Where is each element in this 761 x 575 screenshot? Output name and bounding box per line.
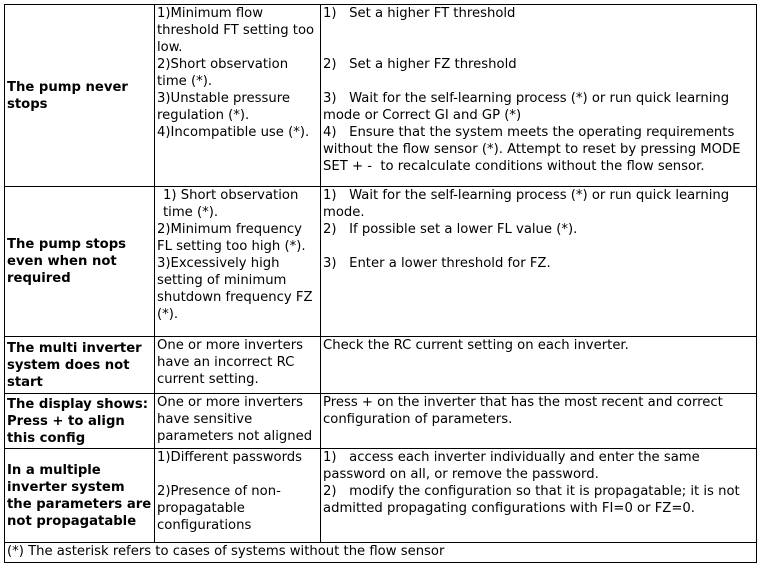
solution-item: 1) Set a higher FT threshold <box>323 6 516 21</box>
cause-item: 1)Minimum flow threshold FT setting too low. <box>157 6 319 55</box>
solution-cell <box>321 5 757 187</box>
solution-cell: Check the RC current setting on each inverter. <box>321 337 757 394</box>
table-row <box>5 394 757 449</box>
cause-item: 2)Presence of non-propagatable configurations <box>157 484 281 533</box>
cause-cell <box>155 187 321 337</box>
footnote: (*) The asterisk refers to cases of systems without the flow sensor <box>5 543 757 563</box>
table-row <box>5 449 757 543</box>
problem-cell: The pump stops even when not required <box>5 187 155 337</box>
table-row <box>5 5 757 187</box>
solution-item: 1) Wait for the self-learning process (*) or run quick learning mode. <box>323 188 734 220</box>
troubleshooting-table <box>4 4 757 563</box>
cause-cell <box>155 449 321 543</box>
solution-item: 3) Enter a lower threshold for FZ. <box>323 256 551 271</box>
solution-cell: Press + on the inverter that has the most recent and correct configuration of parameters. <box>321 394 757 449</box>
cause-item: 1) Short observation time (*). <box>163 188 303 220</box>
solution-item: 2) Set a higher FZ threshold <box>323 57 517 72</box>
solution-item: 4) Ensure that the system meets the operating requirements without the flow sensor (*). Attempt to reset by pressing MODE SET + - to recalculate conditions without the flow sensor. <box>323 125 745 174</box>
problem-cell: The pump never stops <box>5 5 155 187</box>
cause-cell: One or more inverters have an incorrect RC current setting. <box>155 337 321 394</box>
cause-item: 3)Unstable pressure regulation (*). <box>157 91 295 123</box>
problem-cell: The multi inverter system does not start <box>5 337 155 394</box>
table-row <box>5 187 757 337</box>
cause-item: 4)Incompatible use (*). <box>157 125 310 140</box>
problem-cell: The display shows: Press + to align this config <box>5 394 155 449</box>
cause-cell: One or more inverters have sensitive parameters not aligned <box>155 394 321 449</box>
solution-cell <box>321 187 757 337</box>
cause-item: 3)Excessively high setting of minimum shutdown frequency FZ (*). <box>157 256 317 322</box>
problem-cell: In a multiple inverter system the parameters are not propagatable <box>5 449 155 543</box>
solution-cell <box>321 449 757 543</box>
cause-cell <box>155 5 321 187</box>
footnote-row <box>5 543 757 563</box>
solution-item: 1) access each inverter individually and enter the same password on all, or remove the password. <box>323 450 704 482</box>
table-row <box>5 337 757 394</box>
cause-item: 2)Minimum frequency FL setting too high (*). <box>157 222 307 254</box>
solution-item: 2) If possible set a lower FL value (*). <box>323 222 578 237</box>
solution-item: 3) Wait for the self-learning process (*) or run quick learning mode or Correct GI and GP (*) <box>323 91 734 123</box>
solution-item: 2) modify the configuration so that it is propagatable; it is not admitted propagating configurations with FI=0 or FZ=0. <box>323 484 744 516</box>
cause-item: 2)Short observation time (*). <box>157 57 293 89</box>
cause-item: 1)Different passwords <box>157 450 302 465</box>
